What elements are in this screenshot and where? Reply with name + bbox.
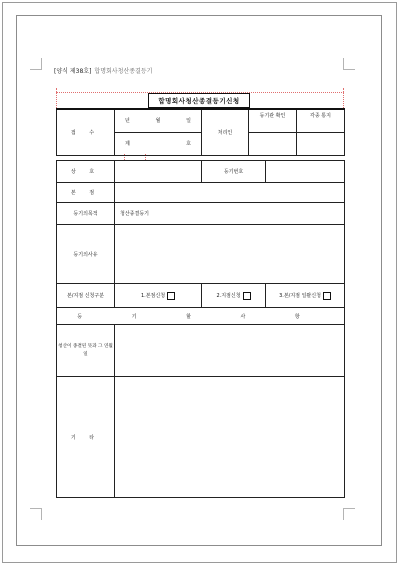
main-office-checkbox[interactable] [167, 292, 175, 300]
option-branch-office-label: 2.지점신청 [216, 293, 241, 299]
form-reference [54, 66, 152, 75]
reg-matters-label: 등기의사유 [57, 225, 115, 284]
guide-line [343, 88, 344, 108]
trade-name-field[interactable] [115, 161, 202, 183]
margin-corner-bottom-right [343, 508, 355, 520]
reg-cause-label: 등기의목적 [57, 203, 115, 225]
seq-suffix-label: 호 [186, 141, 191, 147]
option-batch[interactable] [266, 284, 345, 308]
guide-line [56, 88, 57, 108]
officer-confirm-field[interactable] [249, 132, 297, 155]
margin-corner-top-right [343, 58, 355, 70]
margin-corner-top-left [30, 58, 42, 70]
trade-name-label: 상 호 [57, 161, 115, 183]
notice-label: 각종 통지 [297, 109, 345, 132]
option-main-office-label: 1.본점신청 [140, 293, 166, 299]
misc-field[interactable] [115, 377, 345, 498]
receipt-seq-cell[interactable] [115, 132, 202, 155]
form-number: [양식 제38호] [54, 68, 92, 75]
form-reference-title: 합명회사청산종결등기 [94, 68, 153, 75]
reg-no-field[interactable] [266, 161, 345, 183]
misc-label: 기 타 [57, 377, 115, 498]
reg-cause-value[interactable]: 청산종결등기 [115, 203, 345, 225]
seq-prefix-label: 제 [125, 141, 130, 147]
application-table [56, 160, 345, 498]
notice-field[interactable] [297, 132, 345, 155]
receipt-table [56, 108, 345, 156]
option-main-office[interactable] [115, 284, 202, 308]
batch-checkbox[interactable] [323, 292, 331, 300]
processor-label: 처리인 [202, 109, 249, 155]
liquidation-label: 청산이 종결된 뜻과 그 연월일 [57, 325, 115, 377]
date-year-label: 년 [125, 118, 130, 125]
margin-corner-bottom-left [30, 508, 42, 520]
form-title: 합명회사청산종결등기신청 [148, 93, 250, 108]
option-branch-office[interactable] [202, 284, 266, 308]
reg-no-label: 등기번호 [202, 161, 266, 183]
branch-select-label: 본/지점 신청구분 [57, 284, 115, 308]
date-month-label: 월 [155, 118, 161, 125]
head-office-field[interactable] [115, 183, 345, 203]
liquidation-field[interactable] [115, 325, 345, 377]
receipt-label: 접 수 [57, 109, 115, 155]
date-day-label: 일 [186, 118, 191, 125]
branch-office-checkbox[interactable] [243, 292, 251, 300]
option-batch-label: 3.본/지점 일괄신청 [279, 293, 321, 299]
head-office-label: 본 점 [57, 183, 115, 203]
officer-confirm-label: 등기관 확인 [249, 109, 297, 132]
receipt-date-cell[interactable] [115, 109, 202, 132]
reg-matters-field[interactable] [115, 225, 345, 284]
registration-items-heading: 등 기 할 사 항 [57, 308, 345, 325]
